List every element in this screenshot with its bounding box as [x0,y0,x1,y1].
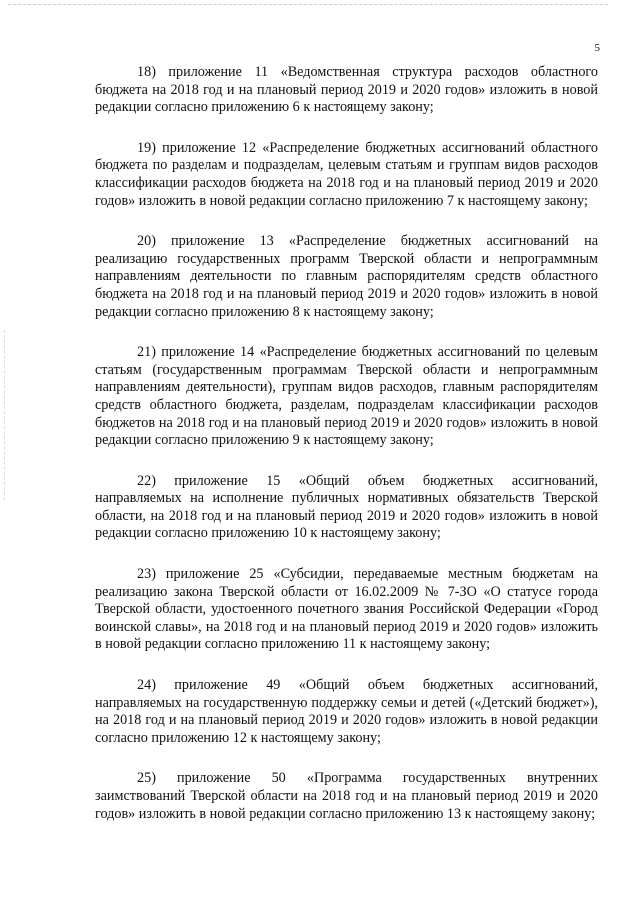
list-item-18: 18) приложение 11 «Ведомственная структура расходов областного бюджета на 2018 год и на плановый период 2019 и 2020 годов» изложить в новой редакции согласно приложению 6 к настоящему закону; [95,64,598,116]
document-body [95,64,598,846]
scan-edge-top [8,4,608,6]
list-item-19: 19) приложение 12 «Распределение бюджетных ассигнований областного бюджета по разделам и подразделам, целевым статьям и группам видов расходов классификации расходов бюджета на 2018 год и на плановый период 2019 и 2020 годов» изложить в новой редакции согласно приложению 7 к настоящему закону; [95,139,598,209]
scan-edge-left [4,330,6,500]
list-item-25: 25) приложение 50 «Программа государственных внутренних заимствований Тверской области на 2018 год и на плановый период 2019 и 2020 годов» изложить в новой редакции согласно приложению 13 к настоящему закону; [95,770,598,822]
list-item-21: 21) приложение 14 «Распределение бюджетных ассигнований по целевым статьям (государственным программам Тверской области и непрограммным направлениям деятельности), группам видов расходов, главным распорядителям средств областного бюджета, разделам, подразделам классификации расходов бюджетов на 2018 год и на плановый период 2019 и 2020 годов» изложить в новой редакции согласно приложению 9 к настоящему закону; [95,344,598,449]
page-number: 5 [594,42,600,54]
list-item-22: 22) приложение 15 «Общий объем бюджетных ассигнований, направляемых на исполнение публичных нормативных обязательств Тверской области, на 2018 год и на плановый период 2019 и 2020 годов» изложить в новой редакции согласно приложению 10 к настоящему закону; [95,472,598,542]
list-item-23: 23) приложение 25 «Субсидии, передаваемые местным бюджетам на реализацию закона Тверской области от 16.02.2009 № 7-ЗО «О статусе города Тверской области, удостоенного почетного звания Российской Федерации «Город воинской славы», на 2018 год и на плановый период 2019 и 2020 годов» изложить в новой редакции согласно приложению 11 к настоящему закону; [95,566,598,653]
list-item-24: 24) приложение 49 «Общий объем бюджетных ассигнований, направляемых на государственную поддержку семьи и детей («Детский бюджет»), на 2018 год и на плановый период 2019 и 2020 годов» изложить в новой редакции согласно приложению 12 к настоящему закону; [95,677,598,746]
list-item-20: 20) приложение 13 «Распределение бюджетных ассигнований на реализацию государственных программ Тверской области и непрограммным направлениям деятельности по главным распорядителям средств областного бюджета на 2018 год и на плановый период 2019 и 2020 годов» изложить в новой редакции согласно приложению 8 к настоящему закону; [95,233,598,320]
